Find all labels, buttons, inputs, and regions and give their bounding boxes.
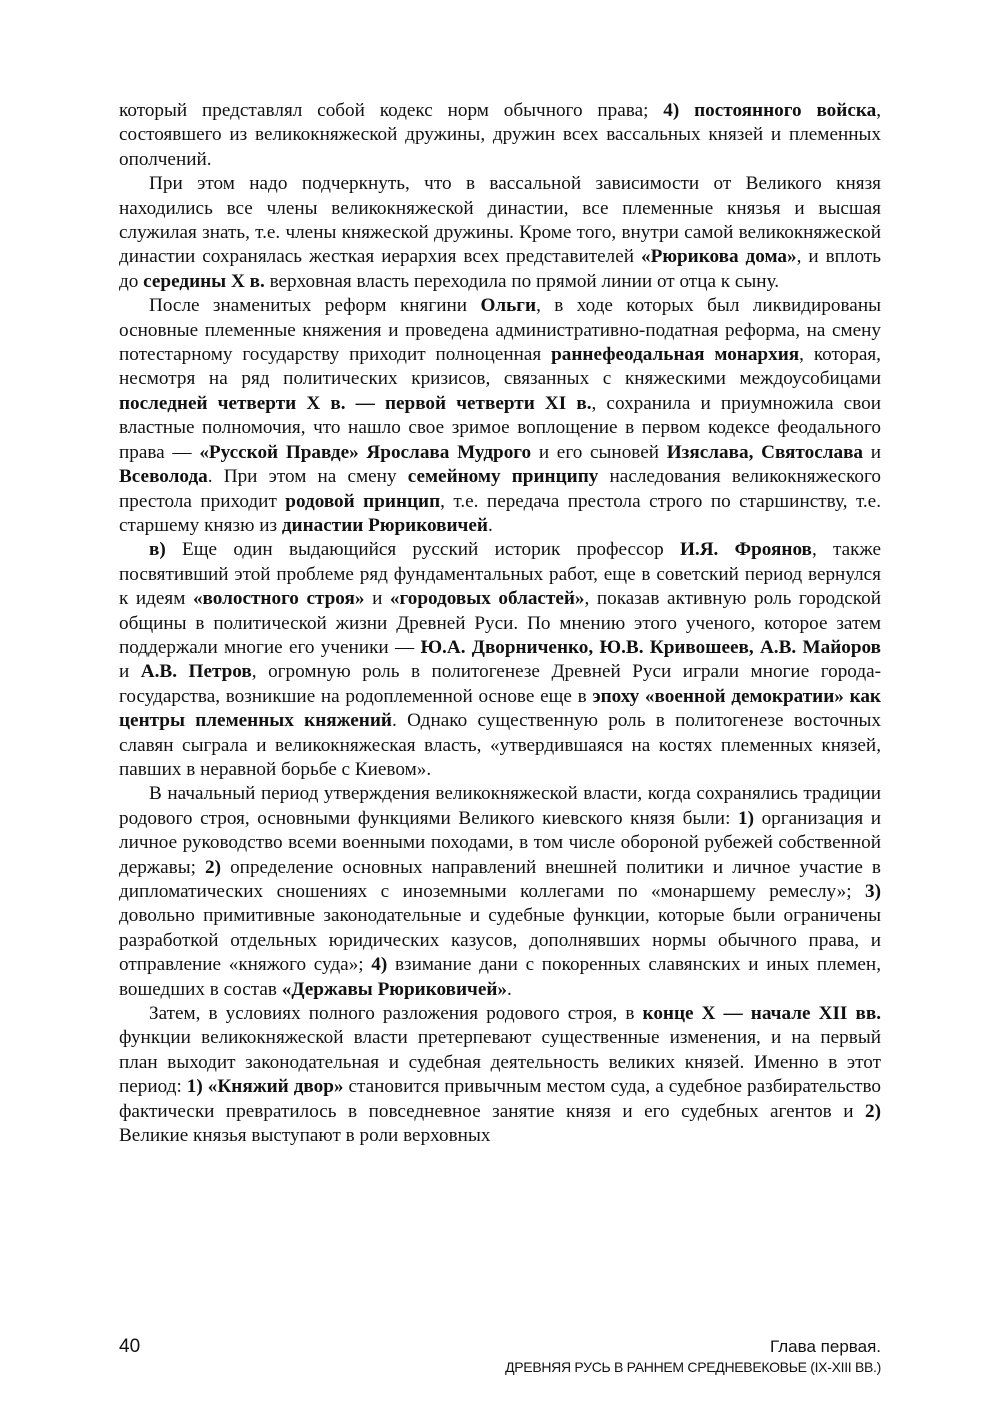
text-run: , в ходе которых был ликвидированы основные племенные княжения и проведена административно-податная реформа, на смену потестарному государству приходит полноценная xyxy=(119,295,881,366)
paragraph xyxy=(119,538,881,782)
bold-text-run: династии Рюриковичей xyxy=(281,514,488,536)
bold-text-run: Ю.А. Дворниченко, Ю.В. Кривошеев, А.В. Майоров xyxy=(420,636,881,658)
text-run: При этом надо подчеркнуть, что в вассальной зависимости от Великого князя находились все члены великокняжеской династии, все племенные князья и высшая служилая знать, т.е. члены княжеской дружины. Кроме того, внутри самой великокняжеской династии сохранялась жесткая иерархия всех представителей xyxy=(119,173,881,268)
text-run: , которая, несмотря на ряд политических кризисов, связанных с княжескими междоусобицами xyxy=(119,344,881,390)
text-run: . xyxy=(487,514,493,536)
paragraph xyxy=(119,99,881,172)
text-run: . При этом на смену xyxy=(207,466,408,488)
text-run: , также посвятивший этой проблеме ряд фундаментальных работ, еще в советский период вернулся к идеям xyxy=(119,539,881,610)
page-body-text xyxy=(119,99,881,1148)
bold-text-run: Всеволода xyxy=(119,466,208,488)
bold-text-run: семейному принципу xyxy=(407,466,599,488)
text-run: , показав активную роль городской общины в политической жизни Древней Руси. По мнению этого ученого, которое затем поддержали многие его ученики — xyxy=(119,588,881,658)
text-run: , огромную роль в политогенезе Древней Руси играли многие города-государства, возникшие на родоплеменной основе еще в xyxy=(119,661,882,707)
text-run: наследования великокняжеского престола приходит xyxy=(119,466,881,512)
text-run: становится привычным местом суда, а судебное разбирательство фактически превратилось в повседневное занятие князя и его судебных агентов и xyxy=(119,1076,881,1122)
text-run: взимание дани с покоренных славянских и иных племен, вошедших в состав xyxy=(119,954,881,1000)
bold-text-run: «Русской Правде» Ярослава Мудрого xyxy=(199,441,532,463)
text-run: и xyxy=(863,441,882,463)
text-run: . Однако существенную роль в политогенезе восточных славян сыграла и великокняжеская власть, «утвердившаяся на костях племенных князей, павших в неравной борьбе с Киевом». xyxy=(119,710,881,780)
paragraph xyxy=(119,172,881,294)
bold-text-run: «Державы Рюриковичей» xyxy=(281,978,508,1000)
running-footer xyxy=(505,1336,881,1377)
bold-text-run: «городовых областей» xyxy=(389,588,585,610)
bold-text-run: раннефеодальная монархия xyxy=(551,344,800,366)
bold-text-run: в) xyxy=(149,539,166,561)
bold-text-run: 2) xyxy=(865,1100,881,1122)
text-run: Затем, в условиях полного разложения родового строя, в xyxy=(149,1003,643,1025)
bold-text-run: Ольги xyxy=(480,295,537,317)
text-run: , т.е. передача престола строго по старшинству, т.е. старшему князю из xyxy=(119,490,881,536)
bold-text-run: родовой принцип xyxy=(285,490,441,512)
bold-text-run: 2) xyxy=(205,856,221,878)
bold-text-run: эпоху «военной демократии» как центры племенных княжений xyxy=(119,685,881,732)
bold-text-run: И.Я. Фроянов xyxy=(679,539,812,561)
text-run: довольно примитивные законодательные и судебные функции, которые были ограничены разработкой отдельных юридических казусов, дополнявших нормы обычного права, и отправление «княжого суда»; xyxy=(119,905,881,976)
text-run: определение основных направлений внешней политики и личное участие в дипломатических сношениях с иноземными коллегами по «монаршему ремеслу»; xyxy=(119,856,881,902)
text-run: . xyxy=(507,978,512,1000)
bold-text-run: 1) «Княжий двор» xyxy=(186,1076,344,1098)
text-run: Еще один выдающийся русский историк профессор xyxy=(165,539,680,561)
paragraph xyxy=(119,294,881,538)
chapter-title: Глава первая. xyxy=(770,1337,881,1356)
text-run: , и вплоть до xyxy=(119,246,881,292)
text-run: который представлял собой кодекс норм обычного права; xyxy=(119,100,664,121)
bold-text-run: 1) xyxy=(738,807,754,829)
chapter-subtitle: ДРЕВНЯЯ РУСЬ В РАННЕМ СРЕДНЕВЕКОВЬЕ (IX-XIII ВВ.) xyxy=(505,1359,881,1375)
bold-text-run: Изяслава, Святослава xyxy=(666,441,864,463)
bold-text-run: середины X в. xyxy=(143,270,265,292)
bold-text-run: «волостного строя» xyxy=(192,588,365,610)
text-run: и xyxy=(119,661,141,683)
bold-text-run: конце X — начале XII вв. xyxy=(642,1003,881,1025)
paragraph xyxy=(119,1002,881,1148)
paragraph xyxy=(119,782,881,1002)
text-run: верховная власть переходила по прямой линии от отца к сыну. xyxy=(264,270,780,292)
bold-text-run: 4) постоянного войска xyxy=(663,100,877,121)
text-run: После знаменитых реформ княгини xyxy=(149,295,481,317)
text-run: функции великокняжеской власти претерпевают существенные изменения, и на первый план выходит законодательная и судебная деятельность великих князей. Именно в этот период: xyxy=(119,1027,881,1098)
text-run: и его сыновей xyxy=(531,441,667,463)
bold-text-run: 3) xyxy=(865,881,881,902)
page-number: 40 xyxy=(119,1336,141,1357)
text-run: Великие князья выступают в роли верховных xyxy=(119,1125,491,1147)
text-run: , состоявшего из великокняжеской дружины, дружин всех вассальных князей и племенных ополчений. xyxy=(119,100,881,170)
text-run: и xyxy=(364,588,390,610)
text-run: , сохранила и приумножила свои властные полномочия, что нашло свое зримое воплощение в первом кодексе феодального права — xyxy=(119,392,881,463)
bold-text-run: последней четверти X в. — первой четверти XI в. xyxy=(119,392,592,414)
bold-text-run: «Рюрикова дома» xyxy=(641,246,797,268)
bold-text-run: А.В. Петров xyxy=(140,661,252,683)
bold-text-run: 4) xyxy=(371,954,388,976)
text-run: организация и личное руководство всеми военными походами, в том числе обороной рубежей собственной державы; xyxy=(119,807,881,878)
text-run: В начальный период утверждения великокняжеской власти, когда сохранялись традиции родового строя, основными функциями Великого киевского князя были: xyxy=(119,783,881,829)
